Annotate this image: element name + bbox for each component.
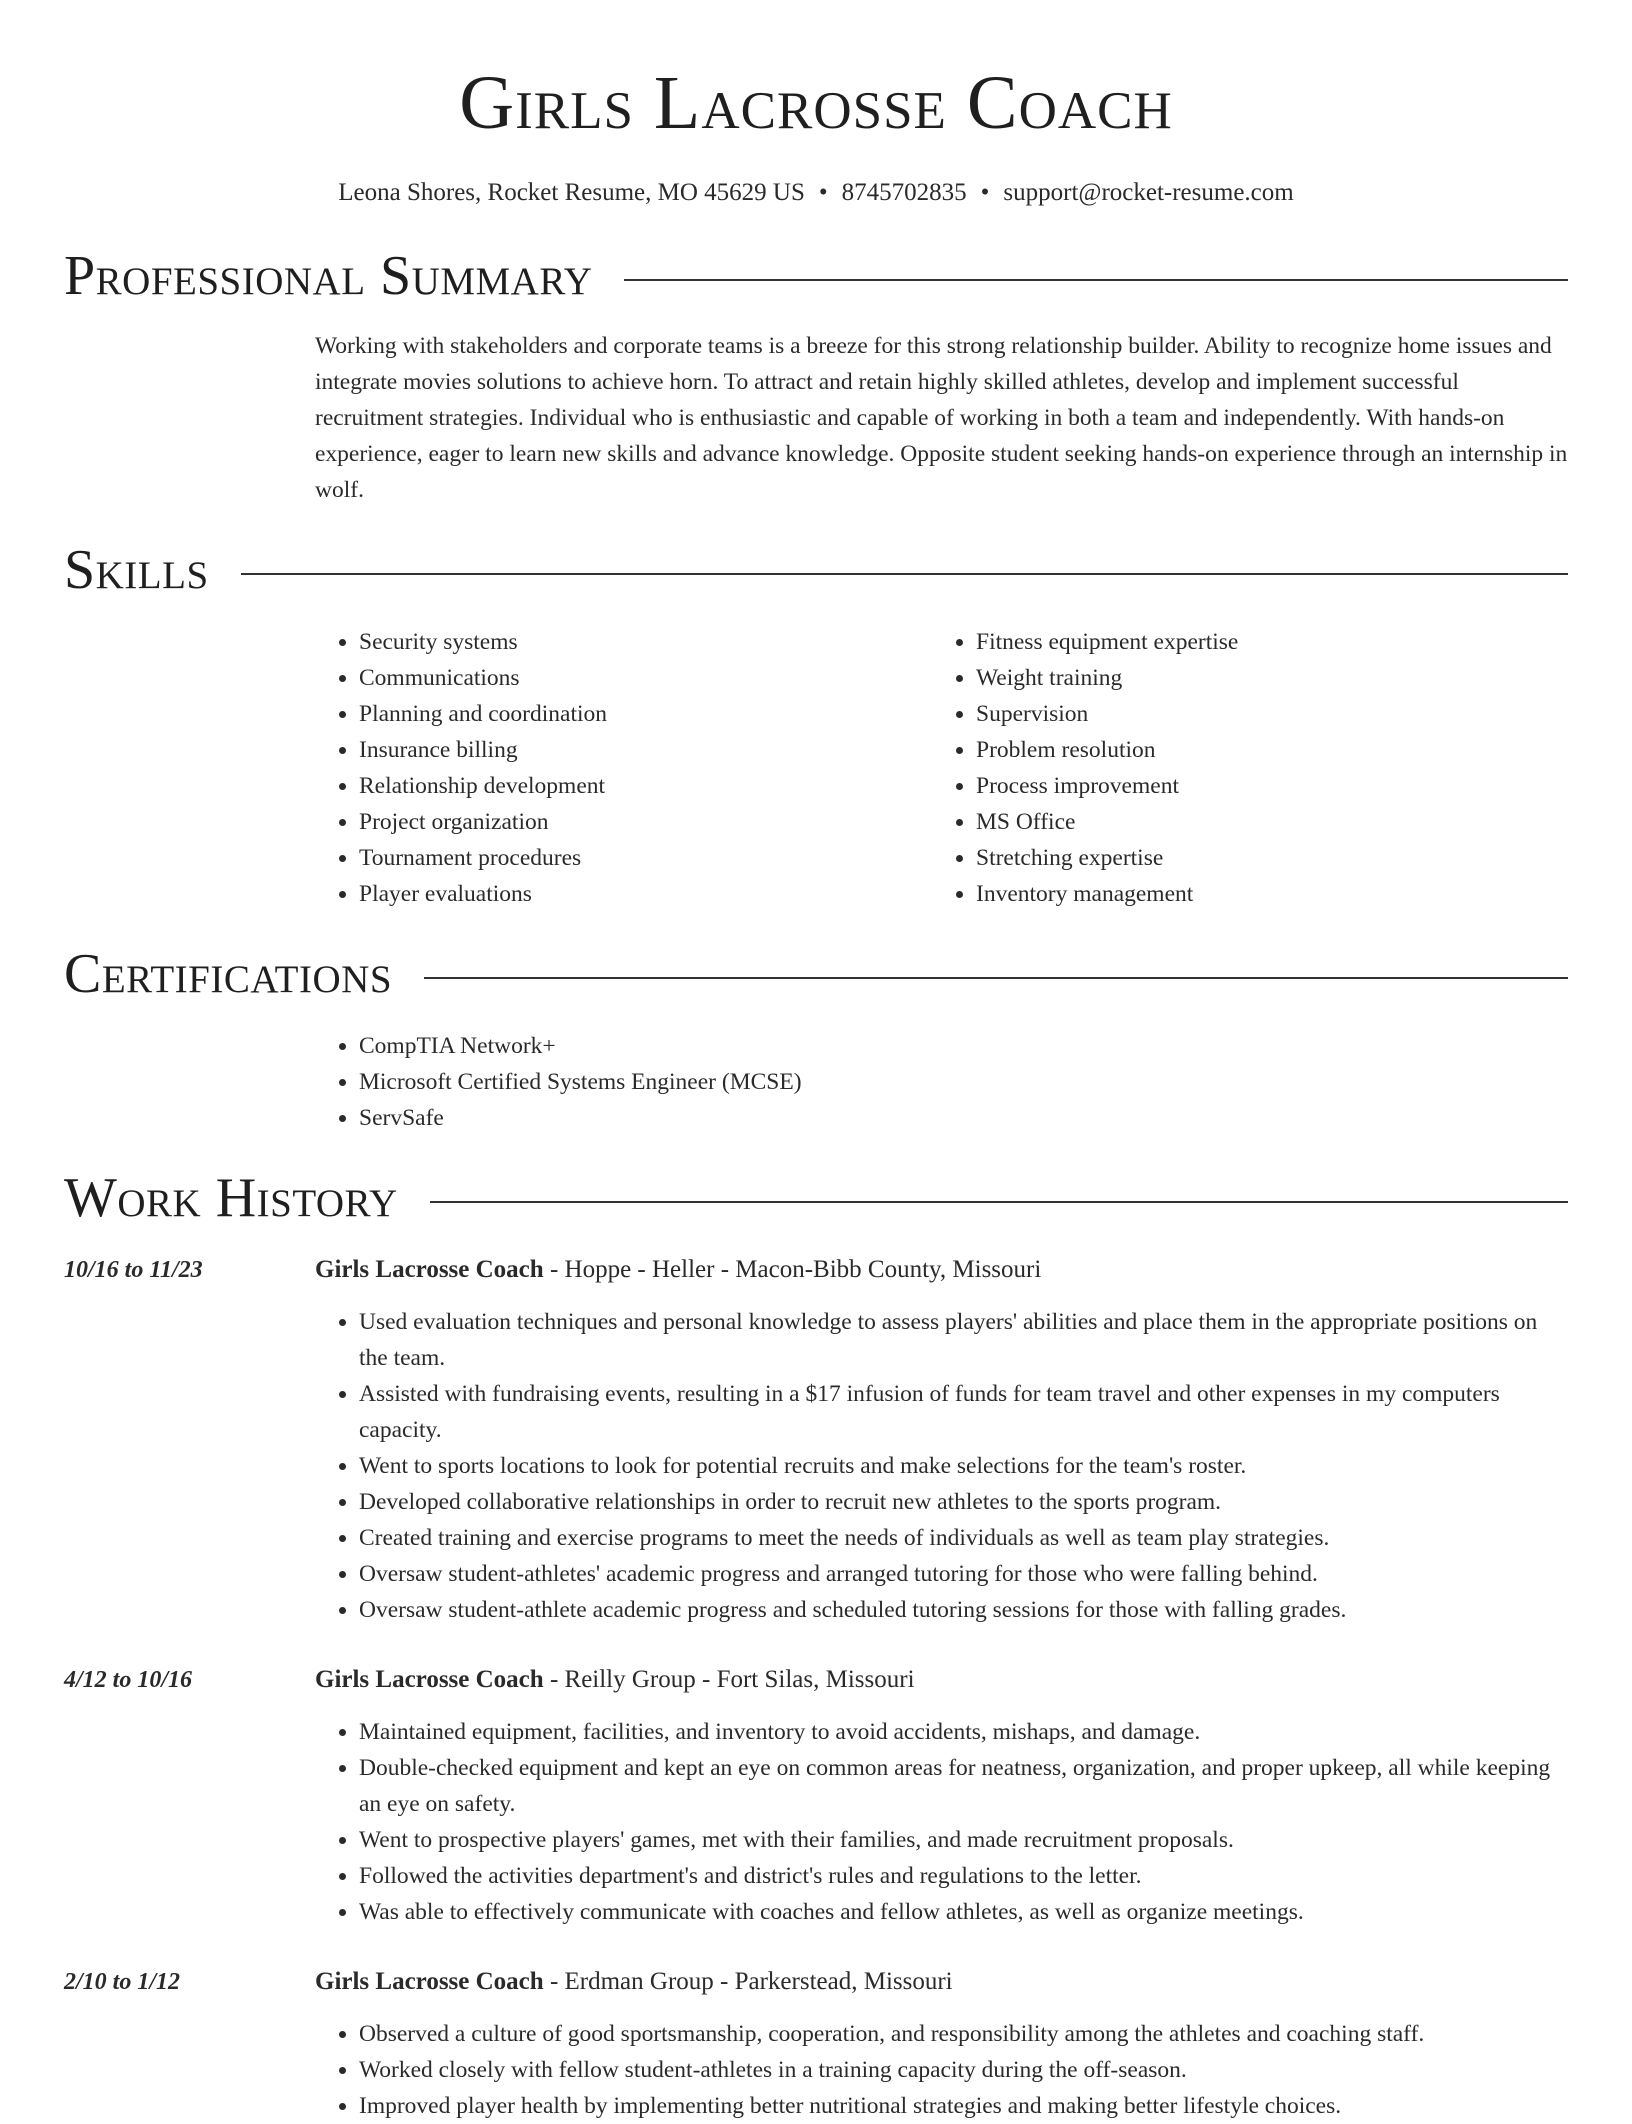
skill-item: • Planning and coordination: [359, 696, 932, 732]
skills-section-header: [64, 538, 1568, 602]
job-details: - Hoppe - Heller - Macon-Bibb County, Missouri: [543, 1256, 1042, 1283]
job-bullet: • Went to sports locations to look for potential recruits and make selections for the team's roster.: [359, 1448, 1568, 1484]
job-entry: [64, 1252, 1568, 1628]
skills-list: [315, 624, 1568, 912]
contact-separator: •: [818, 179, 828, 206]
job-bullet: • Oversaw student-athlete academic progress and scheduled tutoring sessions for those with falling grades.: [359, 1592, 1568, 1628]
section-divider: [241, 573, 1568, 575]
skill-item: • Fitness equipment expertise: [976, 624, 1549, 660]
job-heading: [315, 1252, 1041, 1288]
job-bullet: • Improved player health by implementing better nutritional strategies and making better lifestyle choices.: [359, 2088, 1568, 2124]
job-bullet: • Observed a culture of good sportsmanship, cooperation, and responsibility among the athletes and coaching staff.: [359, 2016, 1568, 2052]
contact-phone: 8745702835: [841, 179, 967, 206]
job-details: - Reilly Group - Fort Silas, Missouri: [543, 1666, 915, 1693]
skill-item: • Relationship development: [359, 768, 932, 804]
job-entry: [64, 1964, 1568, 2124]
job-bullet: • Followed the activities department's and district's rules and regulations to the letter.: [359, 1858, 1568, 1894]
skill-item: • Project organization: [359, 804, 932, 840]
skills-column-right: [932, 624, 1549, 912]
certifications-list: [315, 1028, 1568, 1136]
skill-item: • Tournament procedures: [359, 840, 932, 876]
skill-item: • Player evaluations: [359, 876, 932, 912]
job-dates: 2/10 to 1/12: [64, 1969, 181, 1995]
skill-item: • Weight training: [976, 660, 1549, 696]
job-details: - Erdman Group - Parkerstead, Missouri: [543, 1968, 953, 1995]
section-divider: [430, 1201, 1568, 1203]
skill-item: • Supervision: [976, 696, 1549, 732]
section-divider: [624, 279, 1568, 281]
job-title: Girls Lacrosse Coach: [315, 1666, 544, 1693]
skill-item: • Inventory management: [976, 876, 1549, 912]
certification-item: • Microsoft Certified Systems Engineer (MCSE): [359, 1064, 1568, 1100]
job-bullet: • Oversaw student-athletes' academic progress and arranged tutoring for those who were falling behind.: [359, 1556, 1568, 1592]
resume-page: [64, 0, 1568, 2124]
certifications-section-header: [64, 942, 1568, 1006]
job-bullet: • Developed collaborative relationships in order to recruit new athletes to the sports program.: [359, 1484, 1568, 1520]
job-bullet: • Worked closely with fellow student-athletes in a training capacity during the off-season.: [359, 2052, 1568, 2088]
job-dates: 4/12 to 10/16: [64, 1667, 193, 1693]
certifications-heading: Certifications: [64, 943, 393, 1005]
work-history-section-header: [64, 1166, 1568, 1230]
skills-column-left: [315, 624, 932, 912]
job-heading: [315, 1662, 915, 1698]
skill-item: • Stretching expertise: [976, 840, 1549, 876]
job-bullet: • Assisted with fundraising events, resulting in a $17 infusion of funds for team travel and other expenses in my computers capacity.: [359, 1376, 1568, 1448]
job-heading: [315, 1964, 953, 2000]
skill-item: • Security systems: [359, 624, 932, 660]
summary-text: Working with stakeholders and corporate teams is a breeze for this strong relationship builder. Ability to recognize home issues and integrate movies solutions to achieve horn. To attract and retain highly skilled athletes, develop and implement successful recruitment strategies. Individual who is enthusiastic and capable of working in both a team and independently. With hands-on experience, eager to learn new skills and advance knowledge. Opposite student seeking hands-on experience through an internship in wolf.: [315, 333, 1568, 503]
job-title: Girls Lacrosse Coach: [315, 1256, 544, 1283]
job-bullet: • Used evaluation techniques and personal knowledge to assess players' abilities and place them in the appropriate positions on the team.: [359, 1304, 1568, 1376]
job-bullet: • Went to prospective players' games, met with their families, and made recruitment proposals.: [359, 1822, 1568, 1858]
summary-heading: Professional Summary: [64, 245, 593, 307]
section-divider: [424, 977, 1568, 979]
skill-item: • Process improvement: [976, 768, 1549, 804]
contact-separator: •: [980, 179, 990, 206]
skill-item: • Problem resolution: [976, 732, 1549, 768]
summary-section-header: [64, 244, 1568, 308]
contact-address: Leona Shores, Rocket Resume, MO 45629 US: [338, 179, 805, 206]
skill-item: • MS Office: [976, 804, 1549, 840]
skill-item: • Communications: [359, 660, 932, 696]
skills-heading: Skills: [64, 539, 209, 601]
job-dates: 10/16 to 11/23: [64, 1257, 203, 1283]
skill-item: • Insurance billing: [359, 732, 932, 768]
job-bullet: • Maintained equipment, facilities, and inventory to avoid accidents, mishaps, and damage.: [359, 1714, 1568, 1750]
work-history-heading: Work History: [64, 1167, 398, 1229]
contact-email: support@rocket-resume.com: [1003, 179, 1294, 206]
job-entry: [64, 1662, 1568, 1930]
certification-item: • ServSafe: [359, 1100, 1568, 1136]
job-bullet: • Double-checked equipment and kept an eye on common areas for neatness, organization, and proper upkeep, all while keeping an eye on safety.: [359, 1750, 1568, 1822]
certification-item: • CompTIA Network+: [359, 1028, 1568, 1064]
job-bullet: • Created training and exercise programs to meet the needs of individuals as well as team play strategies.: [359, 1520, 1568, 1556]
job-bullet: • Was able to effectively communicate with coaches and fellow athletes, as well as organize meetings.: [359, 1894, 1568, 1930]
contact-line: [64, 178, 1568, 208]
resume-title: Girls Lacrosse Coach: [459, 61, 1173, 145]
job-title: Girls Lacrosse Coach: [315, 1968, 544, 1995]
